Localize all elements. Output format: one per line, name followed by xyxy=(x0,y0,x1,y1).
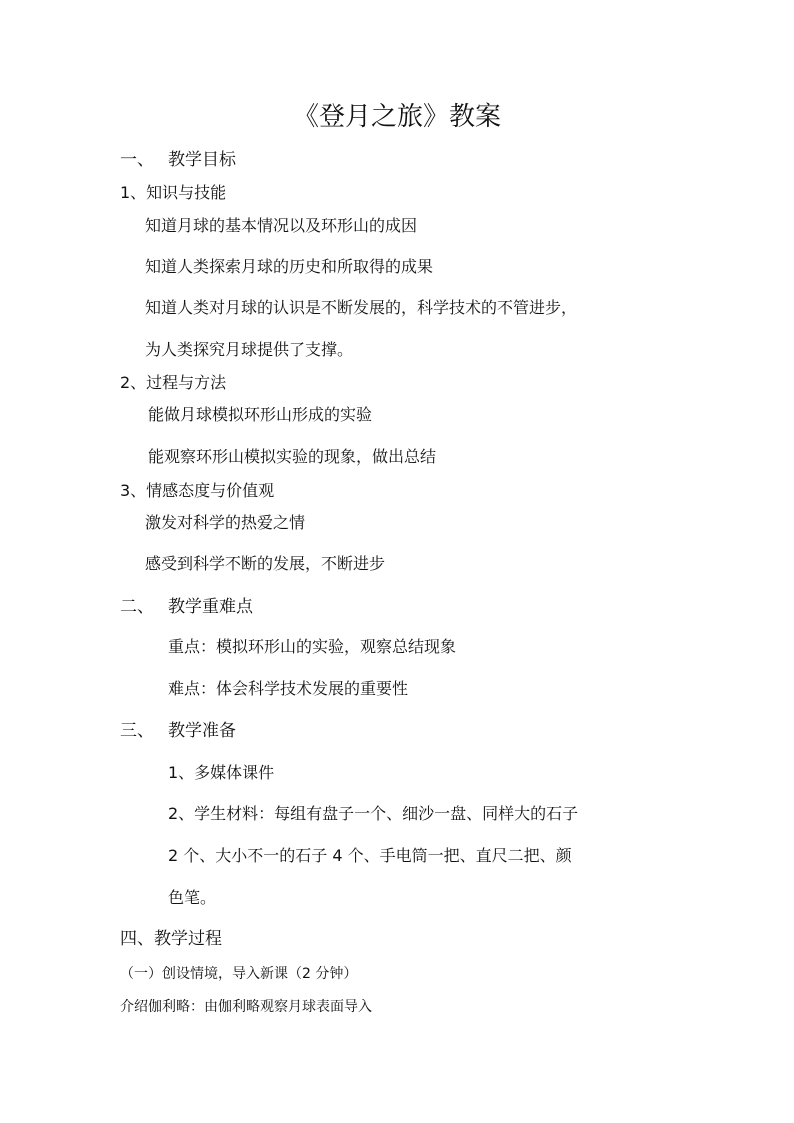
process-intro-line: 介绍伽利略：由伽利略观察月球表面导入 xyxy=(120,999,372,1015)
preparation-line: 2 个、大小不一的石子 4 个、手电筒一把、直尺二把、颜 xyxy=(168,846,572,865)
preparation-line: 色笔。 xyxy=(168,888,217,907)
keypoint-line: 重点：模拟环形山的实验，观察总结现象 xyxy=(168,637,457,656)
section-heading-3 xyxy=(0,721,794,741)
section-title: 教学准备 xyxy=(168,721,236,741)
keypoint-line: 难点：体会科学技术发展的重要性 xyxy=(168,679,409,698)
goal-heading-attitude: 3、情感态度与价值观 xyxy=(120,481,275,500)
goal-line: 能做月球模拟环形山形成的实验 xyxy=(148,405,373,424)
goal-line: 知道人类对月球的认识是不断发展的，科学技术的不管进步， xyxy=(145,298,578,317)
section-number: 二、 xyxy=(120,597,154,617)
process-step-line: （一）创设情境，导入新课（2 分钟） xyxy=(120,966,358,982)
preparation-line: 2、学生材料：每组有盘子一个、细沙一盘、同样大的石子 xyxy=(168,804,579,823)
goal-line: 知道人类探索月球的历史和所取得的成果 xyxy=(145,257,434,276)
section-heading-1 xyxy=(0,150,794,170)
section-number: 三、 xyxy=(120,721,154,741)
goal-line: 为人类探究月球提供了支撑。 xyxy=(145,340,354,359)
preparation-line: 1、多媒体课件 xyxy=(168,763,275,782)
section-number: 一、 xyxy=(120,150,154,170)
document-title: 《登月之旅》教案 xyxy=(292,102,501,132)
goal-line: 能观察环形山模拟实验的现象，做出总结 xyxy=(148,447,437,466)
section-title: 教学重难点 xyxy=(168,597,253,617)
goal-heading-process: 2、过程与方法 xyxy=(120,373,227,392)
section-heading-2 xyxy=(0,597,794,617)
goal-line: 激发对科学的热爱之情 xyxy=(145,513,306,532)
goal-heading-knowledge: 1、知识与技能 xyxy=(120,183,227,202)
section-heading-4: 四、教学过程 xyxy=(120,929,222,949)
section-title: 教学目标 xyxy=(168,150,236,170)
goal-line: 知道月球的基本情况以及环形山的成因 xyxy=(145,216,418,235)
goal-line: 感受到科学不断的发展，不断进步 xyxy=(145,554,386,573)
